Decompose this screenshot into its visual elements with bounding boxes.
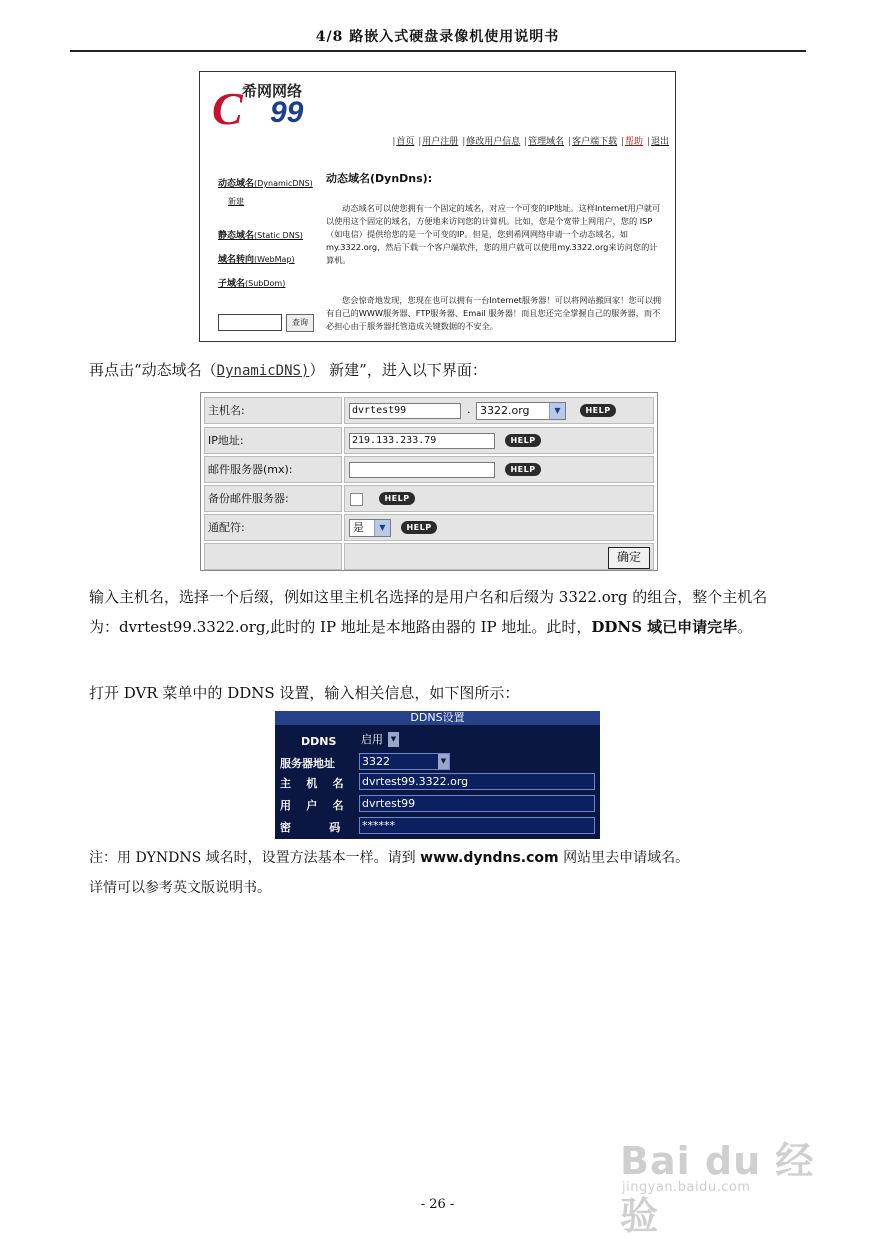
wildcard-label: 通配符: — [204, 514, 342, 541]
search-button[interactable]: 查询 — [286, 314, 314, 332]
watermark-logo-text: Bai du 经验 — [620, 1139, 815, 1238]
dvr-menu-title: DDNS设置 — [275, 711, 600, 725]
body-bold-text: DDNS 域已申请完毕 — [591, 618, 738, 636]
dvr-label-password: 密 码 — [280, 821, 341, 834]
dvr-user-input[interactable]: dvrtest99 — [359, 795, 595, 812]
instruction-before: 再点击“动态域名（ — [89, 361, 217, 379]
wildcard-select[interactable] — [349, 519, 391, 537]
dvr-host-input[interactable]: dvrtest99.3322.org — [359, 773, 595, 790]
header-rule — [70, 50, 806, 52]
dvr-server-value: 3322 — [362, 755, 390, 768]
suffix-select[interactable] — [476, 402, 566, 420]
ip-field-cell — [344, 427, 654, 454]
sidebar-item-webmap[interactable] — [218, 252, 295, 265]
sidebar-webmap-label: 域名转向 — [218, 255, 255, 265]
dvr-ddns-menu — [275, 711, 600, 839]
dvr-ddns-select[interactable] — [359, 732, 399, 749]
dvr-server-select[interactable] — [359, 753, 450, 770]
sidebar-dynamic-label: 动态域名 — [218, 179, 255, 189]
intro-paragraph-1: 动态域名可以使您拥有一个固定的域名，对应一个可变的IP地址。这样Internet用户就可以使用这个固定的域名，方便地来访问您的计算机。比如，您是个宽带上网用户，您的 ISP（如电信）提供给您的是一个可变的IP。但是，您到希网网络申请一个动态域名，如my.3322.org，然后下载一个客户端软件，您的用户就可以使用my.3322.org来访问您的计算机。 — [326, 203, 661, 265]
help-icon[interactable]: HELP — [379, 492, 415, 505]
nav-register[interactable]: 用户注册 — [422, 137, 459, 147]
sidebar-dynamic-en: (DynamicDNS) — [254, 179, 313, 188]
nav-edit-user[interactable]: 修改用户信息 — [466, 137, 521, 147]
sidebar-item-dynamic[interactable] — [218, 176, 313, 189]
sidebar-static-label: 静态域名 — [218, 231, 255, 241]
watermark-url: jingyan.baidu.com — [622, 1180, 751, 1195]
nav-logout[interactable]: 退出 — [650, 137, 669, 147]
help-icon[interactable]: HELP — [505, 463, 541, 476]
ok-button[interactable]: 确定 — [608, 547, 650, 569]
sidebar-subdomain-label: 子域名 — [218, 279, 246, 289]
chevron-down-icon: ▼ — [549, 403, 565, 419]
form-row-host — [204, 397, 654, 424]
suffix-value: 3322.org — [480, 404, 530, 417]
host-dot: . — [467, 403, 471, 416]
backup-field-cell — [344, 485, 654, 512]
ip-input[interactable]: 219.133.233.79 — [349, 433, 495, 449]
nav-manage-domain[interactable]: 管理域名 — [528, 137, 565, 147]
logo-chinese-text: 希网网络 — [242, 82, 303, 100]
nav-help[interactable]: 帮助 — [625, 137, 644, 147]
host-input[interactable]: dvrtest99 — [349, 403, 461, 419]
form-row-ip — [204, 427, 654, 454]
chevron-down-icon: ▼ — [388, 732, 399, 747]
nav-home[interactable]: 首页 — [396, 137, 415, 147]
body-text: 输入主机名，选择一个后缀，例如这里主机名选择的是用户名和后缀为 3322.org 的组合，整个主机名为：dvrtest99.3322.org,此时的 IP 地址是本地路由器的 IP 地址。此时， — [89, 588, 768, 636]
logo-99: 99 — [270, 96, 304, 129]
wildcard-value: 是 — [353, 521, 364, 534]
body-paragraph — [89, 582, 789, 642]
host-label: 主机名: — [204, 397, 342, 424]
dvr-label-host: 主 机 名 — [280, 777, 344, 790]
body-end: 。 — [737, 618, 753, 636]
dvr-label-ddns: DDNS — [301, 735, 337, 748]
chevron-down-icon: ▼ — [374, 520, 390, 536]
page-number: - 26 - — [420, 1197, 455, 1212]
page-header: 4/8 路嵌入式硬盘录像机使用说明书 — [315, 29, 560, 45]
nav-client-download[interactable]: 客户端下载 — [572, 137, 618, 147]
submit-label-cell — [204, 543, 342, 570]
dvr-label-server: 服务器地址 — [280, 757, 335, 770]
sidebar-item-subdomain[interactable] — [218, 276, 285, 289]
search-input[interactable] — [218, 314, 282, 331]
dvr-password-input[interactable]: ****** — [359, 817, 595, 834]
form-row-mx — [204, 456, 654, 483]
site-logo — [212, 78, 332, 134]
ip-label: IP地址: — [204, 427, 342, 454]
sidebar-item-new[interactable]: 新建 — [228, 197, 244, 206]
dvr-instruction: 打开 DVR 菜单中的 DDNS 设置，输入相关信息，如下图所示： — [89, 684, 520, 702]
backup-mx-label: 备份邮件服务器: — [204, 485, 342, 512]
note-line-2: 详情可以参考英文版说明书。 — [89, 880, 271, 896]
mx-input[interactable] — [349, 462, 495, 478]
website-screenshot — [199, 71, 676, 342]
help-icon[interactable]: HELP — [401, 521, 437, 534]
note-line-1 — [89, 843, 799, 873]
instruction-line — [89, 359, 487, 380]
host-field-cell — [344, 397, 654, 424]
form-row-backup — [204, 485, 654, 512]
submit-cell — [344, 543, 654, 570]
wildcard-field-cell — [344, 514, 654, 541]
chevron-down-icon: ▼ — [438, 754, 449, 769]
help-icon[interactable]: HELP — [505, 434, 541, 447]
mx-field-cell — [344, 456, 654, 483]
sidebar-static-en: (Static DNS) — [254, 231, 303, 240]
sidebar-subdomain-en: (SubDom) — [245, 279, 286, 288]
dvr-label-user: 用 户 名 — [280, 799, 344, 812]
mx-label: 邮件服务器(mx): — [204, 456, 342, 483]
baidu-watermark — [620, 1130, 820, 1238]
ddns-create-form — [200, 392, 658, 571]
instruction-after: ） 新建”，进入以下界面： — [309, 361, 487, 379]
dyndns-url[interactable]: www.dyndns.com — [420, 850, 559, 866]
sidebar-webmap-en: (WebMap) — [254, 255, 295, 264]
sidebar-item-static[interactable] — [218, 228, 303, 241]
help-icon[interactable]: HELP — [580, 404, 616, 417]
form-row-submit — [204, 543, 654, 570]
dynamic-dns-link[interactable]: DynamicDNS) — [216, 363, 310, 379]
note-text: 注：用 DYNDNS 域名时，设置方法基本一样。请到 — [89, 850, 421, 866]
logo-c-letter: C — [212, 83, 243, 134]
top-nav: |首页 |用户注册 |修改用户信息 |管理域名 |客户端下载 |帮助 |退出 — [392, 137, 669, 147]
form-row-wildcard — [204, 514, 654, 541]
backup-mx-checkbox[interactable] — [350, 493, 363, 506]
main-title: 动态域名(DynDns): — [326, 172, 433, 185]
note-text-end: 网站里去申请域名。 — [558, 850, 690, 866]
intro-paragraph-2: 您会惊奇地发现，您现在也可以拥有一台Internet服务器！可以将网站搬回家！您可以拥有自己的WWW服务器、FTP服务器、Email 服务器！而且您还完全掌握自己的服务器，而不必担心由于服务器托管造成关键数据的不安全。 — [326, 295, 662, 331]
dvr-ddns-value: 启用 — [361, 733, 383, 746]
